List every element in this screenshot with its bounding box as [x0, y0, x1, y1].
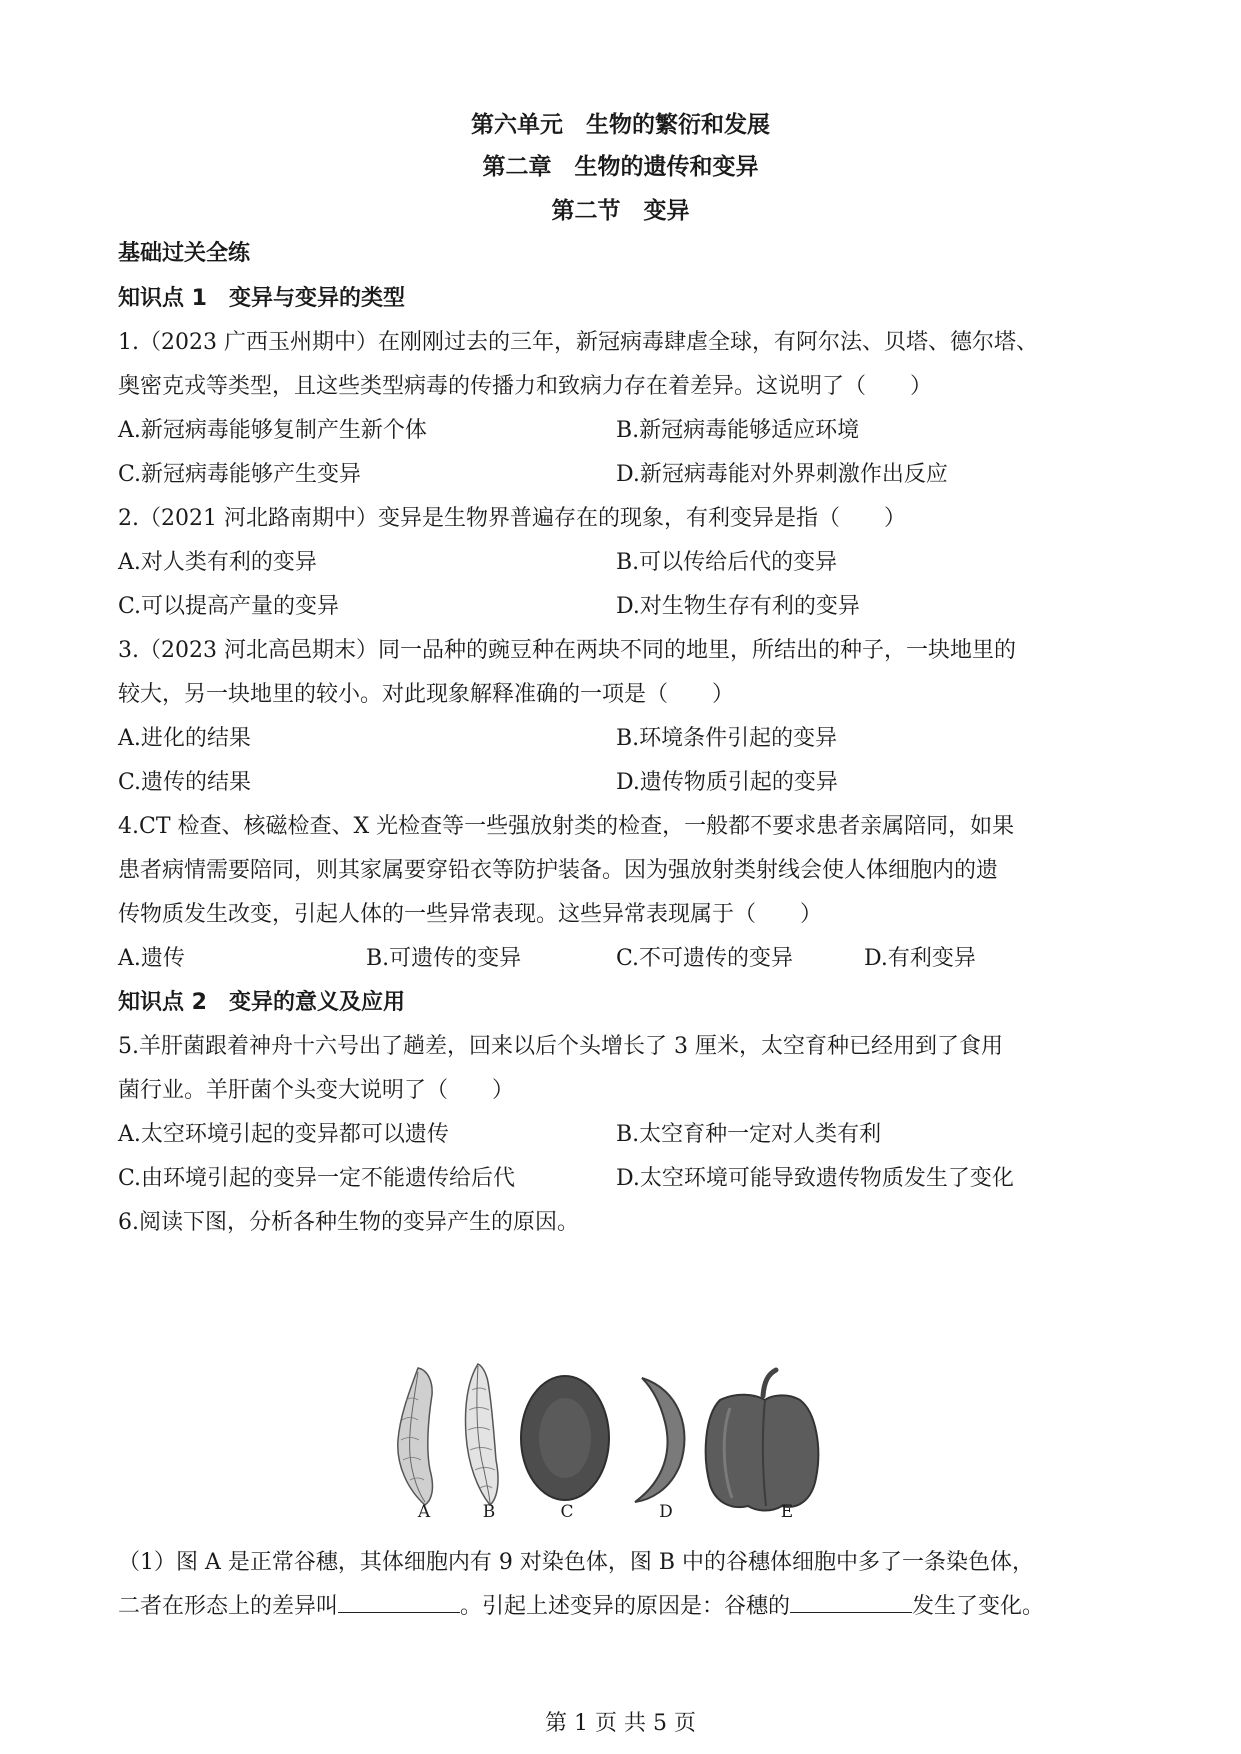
- q3-option-b: B.环境条件引起的变异: [616, 726, 838, 751]
- q5-stem-line-1: 5.羊肝菌跟着神舟十六号出了趟差，回来以后个头增长了 3 厘米，太空育种已经用到了食用: [118, 1034, 1003, 1059]
- q6-sub1-line-1: （1）图 A 是正常谷穗，其体细胞内有 9 对染色体，图 B 中的谷穗体细胞中多了一条染色体，: [118, 1550, 1035, 1575]
- q3-stem-line-2: 较大，另一块地里的较小。对此现象解释准确的一项是（ ）: [118, 682, 735, 707]
- q5-option-a: A.太空环境引起的变异都可以遗传: [118, 1122, 449, 1147]
- q4-stem-line-1: 4.CT 检查、核磁检查、X 光检查等一些强放射类的检查，一般都不要求患者亲属陪同，如果: [118, 814, 1015, 839]
- variation-figure: [380, 1360, 870, 1520]
- figure-label-d: D: [659, 1502, 673, 1522]
- q2-option-a: A.对人类有利的变异: [118, 550, 317, 575]
- q1-option-c: C.新冠病毒能够产生变异: [118, 462, 362, 487]
- grain-spike-b-image: [466, 1364, 499, 1505]
- answer-blank-1[interactable]: [338, 1592, 460, 1613]
- q4-stem-line-2: 患者病情需要陪同，则其家属要穿铅衣等防护装备。因为强放射类射线会使人体细胞内的遗: [118, 858, 999, 883]
- q1-option-b: B.新冠病毒能够适应环境: [616, 418, 860, 443]
- q2-option-c: C.可以提高产量的变异: [118, 594, 340, 619]
- q2-option-d: D.对生物生存有利的变异: [616, 594, 860, 619]
- unit-title: 第六单元 生物的繁衍和发展: [471, 112, 770, 138]
- figure-label-c: C: [560, 1502, 574, 1522]
- figure-label-b: B: [482, 1502, 496, 1522]
- q6-sub1-line-2: [118, 1589, 1044, 1620]
- knowledge-point-1-heading: 知识点 1 变异与变异的类型: [118, 286, 405, 311]
- q1-option-d: D.新冠病毒能对外界刺激作出反应: [616, 462, 948, 487]
- figure-label-a: A: [417, 1502, 431, 1522]
- q3-stem-line-1: 3.（2023 河北高邑期末）同一品种的豌豆种在两块不同的地里，所结出的种子，一块地里的: [118, 638, 1016, 663]
- q4-option-c: C.不可遗传的变异: [616, 946, 794, 971]
- chapter-title: 第二章 生物的遗传和变异: [482, 154, 759, 180]
- q1-option-a: A.新冠病毒能够复制产生新个体: [118, 418, 427, 443]
- q6-stem-line-1: 6.阅读下图，分析各种生物的变异产生的原因。: [118, 1210, 579, 1235]
- red-blood-cell-c-image: [521, 1376, 609, 1500]
- q1-stem-line-1: 1.（2023 广西玉州期中）在刚刚过去的三年，新冠病毒肆虐全球，有阿尔法、贝塔、德尔塔、: [118, 330, 1038, 355]
- q4-stem-line-3: 传物质发生改变，引起人体的一些异常表现。这些异常表现属于（ ）: [118, 902, 823, 927]
- page-footer: 第 1 页 共 5 页: [545, 1711, 696, 1736]
- q3-option-c: C.遗传的结果: [118, 770, 252, 795]
- q1-stem-line-2: 奥密克戎等类型，且这些类型病毒的传播力和致病力存在着差异。这说明了（ ）: [118, 374, 933, 399]
- q6-sub1-text-b: 。引起上述变异的原因是：谷穗的: [460, 1594, 791, 1619]
- q4-option-b: B.可遗传的变异: [366, 946, 522, 971]
- practice-heading: 基础过关全练: [118, 241, 251, 266]
- q6-sub1-text-c: 发生了变化。: [912, 1594, 1045, 1619]
- section-title: 第二节 变异: [551, 198, 690, 224]
- figure-label-e: E: [780, 1502, 794, 1522]
- q2-stem-line-1: 2.（2021 河北路南期中）变异是生物界普遍存在的现象，有利变异是指（ ）: [118, 506, 906, 531]
- answer-blank-2[interactable]: [790, 1592, 912, 1613]
- q5-option-c: C.由环境引起的变异一定不能遗传给后代: [118, 1166, 516, 1191]
- q3-option-d: D.遗传物质引起的变异: [616, 770, 838, 795]
- q2-option-b: B.可以传给后代的变异: [616, 550, 838, 575]
- knowledge-point-2-heading: 知识点 2 变异的意义及应用: [118, 990, 405, 1015]
- q5-option-d: D.太空环境可能导致遗传物质发生了变化: [616, 1166, 1014, 1191]
- grain-spike-a-image: [398, 1368, 433, 1505]
- q5-option-b: B.太空育种一定对人类有利: [616, 1122, 882, 1147]
- q6-sub1-text-a: 二者在形态上的差异叫: [118, 1594, 339, 1619]
- q5-stem-line-2: 菌行业。羊肝菌个头变大说明了（ ）: [118, 1078, 515, 1103]
- sickle-cell-d-image: [635, 1378, 684, 1502]
- bell-pepper-e-image: [706, 1370, 819, 1511]
- q4-option-a: A.遗传: [118, 946, 185, 971]
- q3-option-a: A.进化的结果: [118, 726, 251, 751]
- q4-option-d: D.有利变异: [864, 946, 976, 971]
